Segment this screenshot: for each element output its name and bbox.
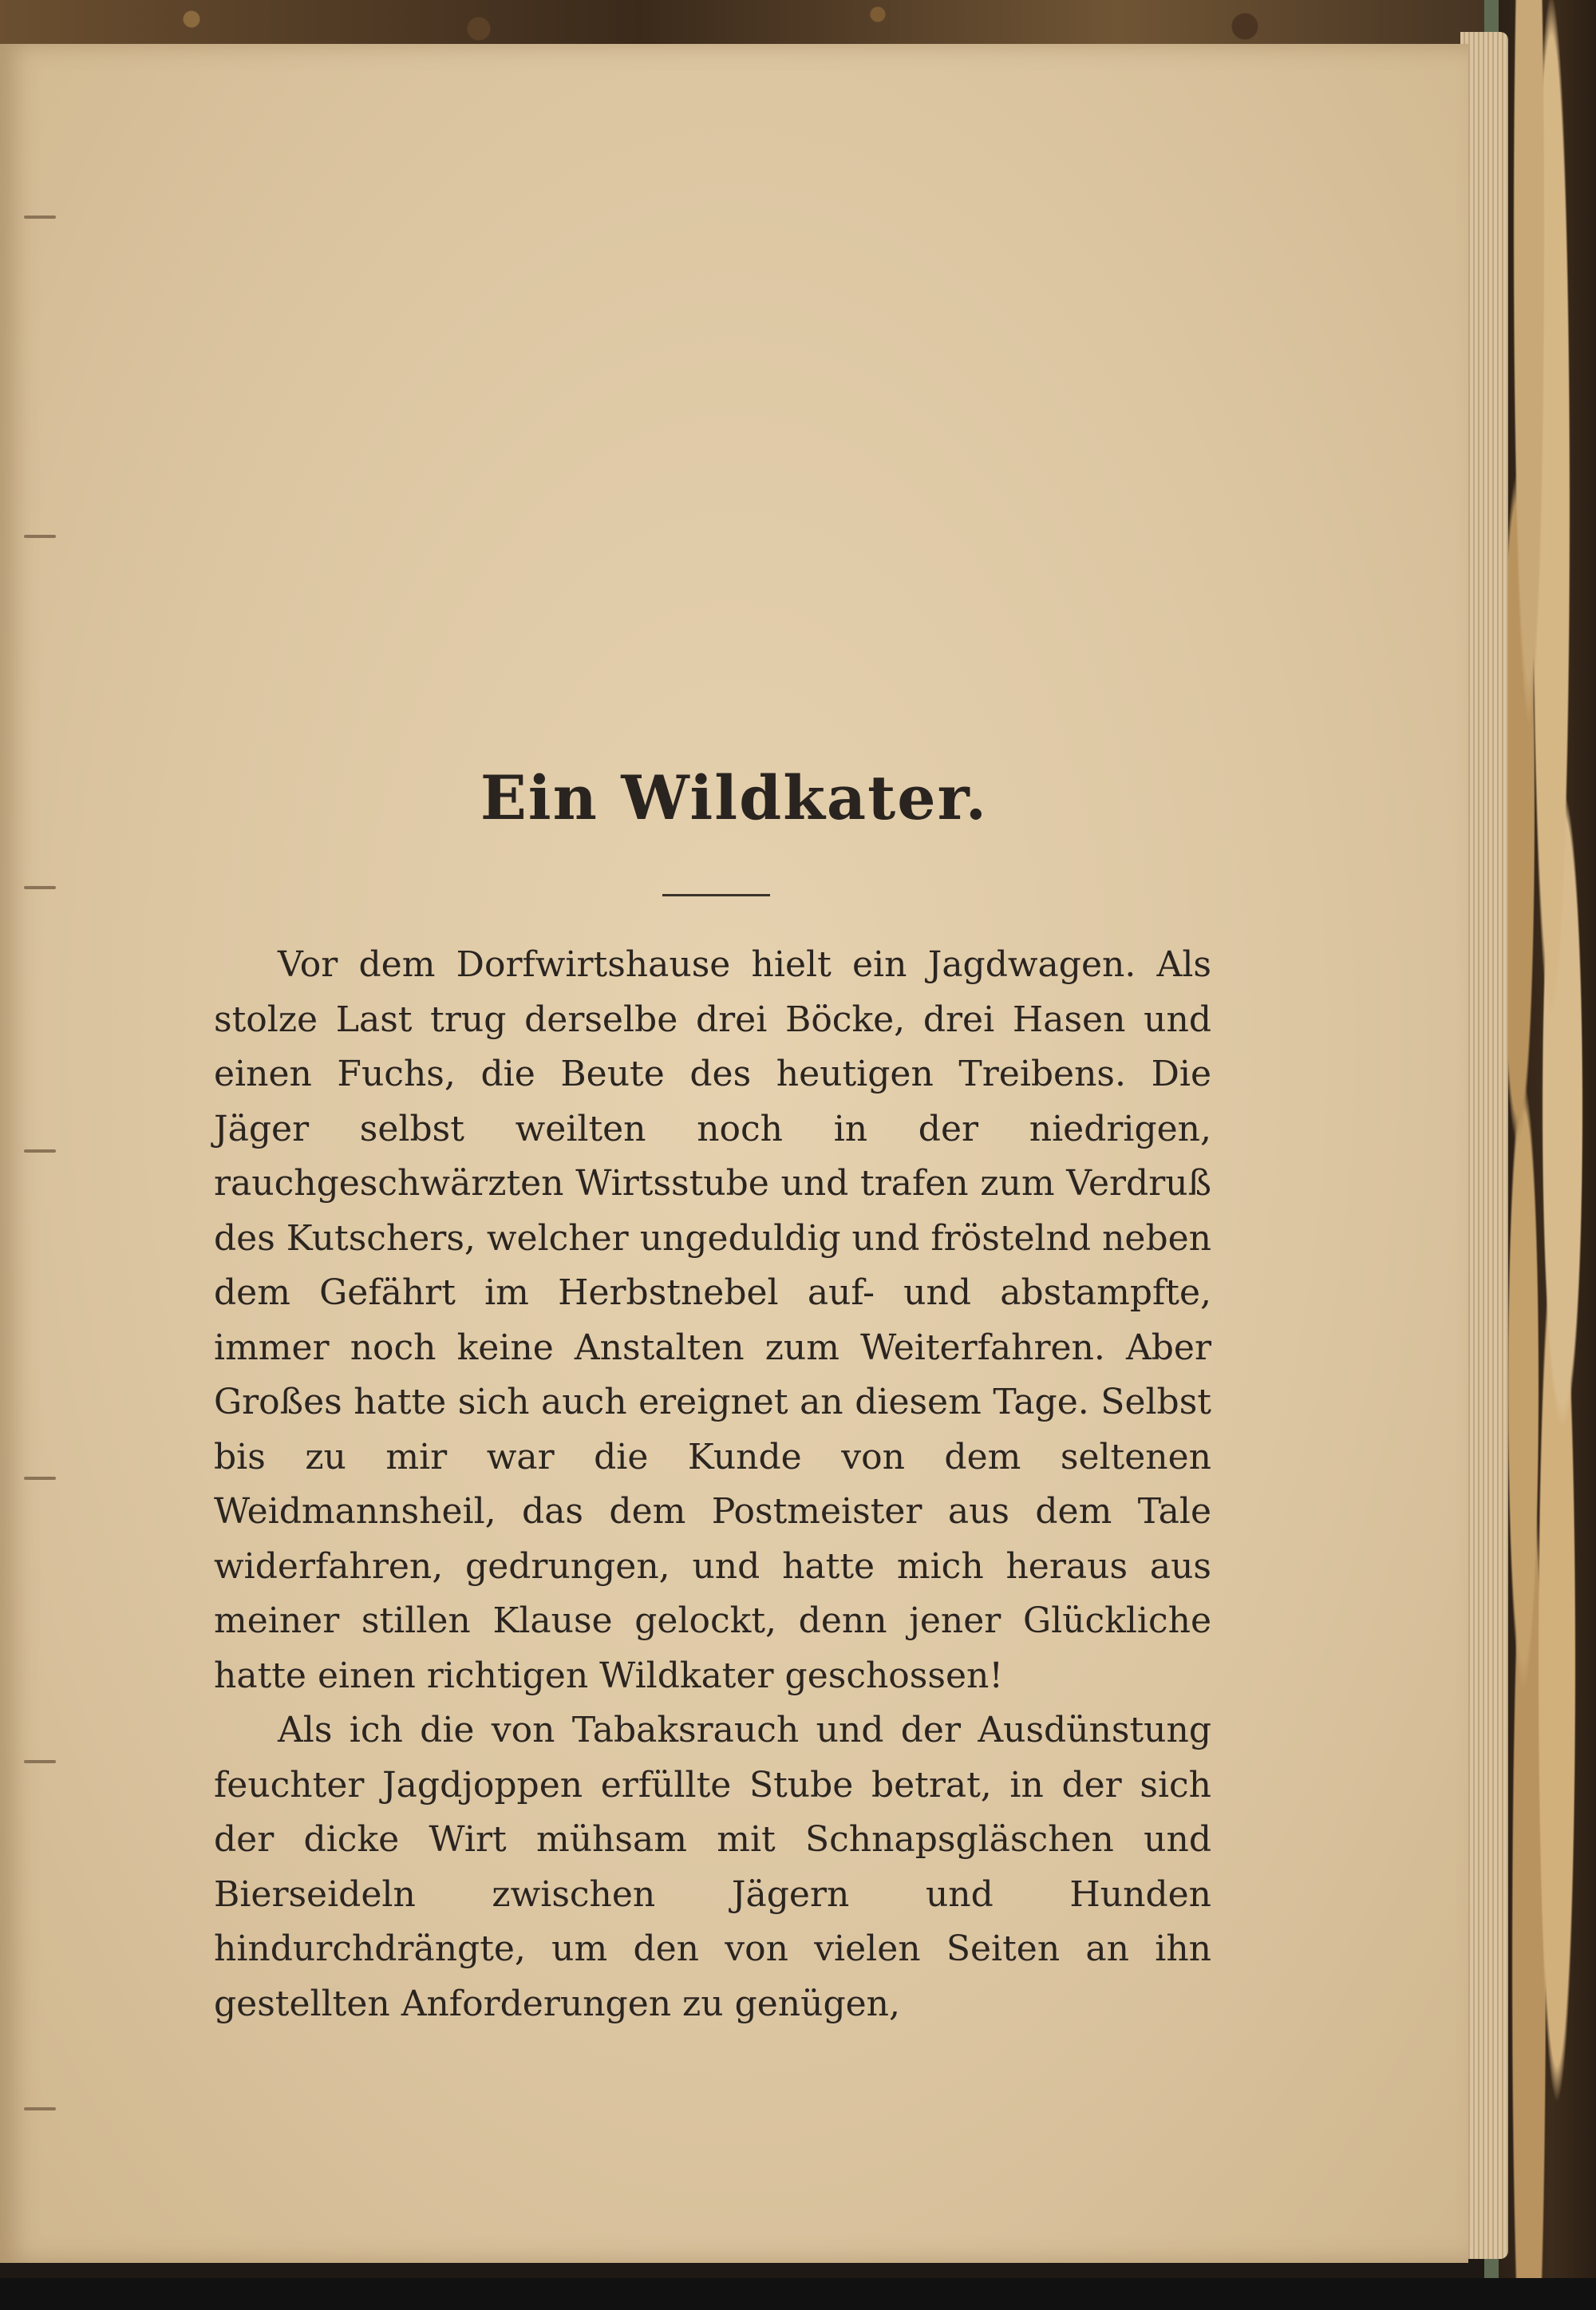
title-rule bbox=[662, 894, 770, 896]
paragraph: Als ich die von Tabaksrauch und der Ausdünstung feuchter Jagdjoppen erfüllte Stube betrat, in der sich der dicke Wirt mühsam mit Schnapsgläschen und Bierseideln zwischen Jägern und Hunden hindurchdrängte, um den von vielen Seiten an ihn gestellten Anforderungen zu genügen, bbox=[214, 1710, 1211, 2024]
gutter-stitch bbox=[24, 1760, 56, 1763]
book-page bbox=[0, 44, 1468, 2263]
chapter-title: Ein Wildkater. bbox=[480, 762, 989, 833]
gutter-stitch bbox=[24, 886, 56, 889]
paragraph: Vor dem Dorfwirtshause hielt ein Jagdwagen. Als stolze Last trug derselbe drei Böcke, drei Hasen und einen Fuchs, die Beute des heutigen Treibens. Die Jäger selbst weilten noch in der niedrigen, rauchgeschwärzten Wirtsstube und trafen zum Verdruß des Kutschers, welcher ungeduldig und fröstelnd neben dem Gefährt im Herbstnebel auf- und abstampfte, immer noch keine Anstalten zum Weiterfahren. Aber Großes hatte sich auch ereignet an diesem Tage. Selbst bis zu mir war die Kunde von dem seltenen Weidmannsheil, das dem Postmeister aus dem Tale widerfahren, gedrungen, und hatte mich heraus aus meiner stillen Klause gelockt, denn jener Glückliche hatte einen richtigen Wildkater geschossen! bbox=[214, 944, 1211, 1696]
marbled-cover-top bbox=[0, 0, 1596, 48]
gutter-stitch bbox=[24, 2107, 56, 2110]
gutter-stitch bbox=[24, 216, 56, 219]
cover-bottom-edge bbox=[0, 2278, 1596, 2310]
gutter-stitch bbox=[24, 1477, 56, 1480]
body-text bbox=[214, 938, 1211, 2031]
gutter-stitch bbox=[24, 535, 56, 538]
gutter-stitch bbox=[24, 1149, 56, 1153]
